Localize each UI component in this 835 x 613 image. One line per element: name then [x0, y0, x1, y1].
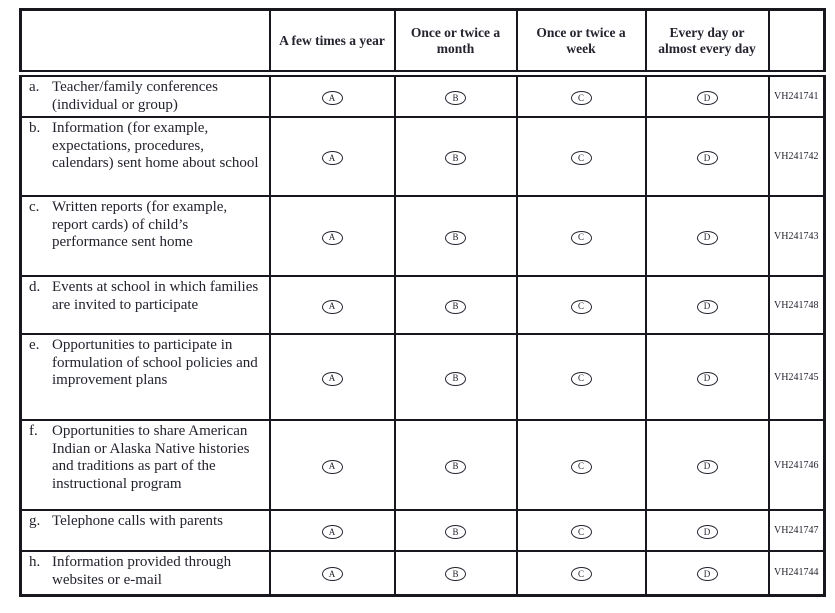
option-cell	[270, 117, 395, 196]
answer-bubble-c[interactable]: C	[571, 525, 592, 539]
table-row	[21, 334, 825, 420]
item-text: Information (for example, expectations, procedures, calendars) sent home about school	[52, 120, 259, 171]
item-text: Opportunities to share American Indian or Alaska Native histories and traditions as part of the instructional program	[52, 423, 250, 492]
option-cell	[517, 334, 646, 420]
answer-bubble-c[interactable]: C	[571, 300, 592, 314]
option-cell	[646, 117, 769, 196]
table-row	[21, 510, 825, 551]
answer-bubble-b[interactable]: B	[445, 567, 466, 581]
item-text: Opportunities to participate in formulation of school policies and improvement plans	[52, 337, 258, 388]
option-cell	[270, 196, 395, 276]
option-cell	[270, 420, 395, 510]
option-cell	[517, 74, 646, 118]
item-letter: f.	[29, 423, 38, 439]
option-cell	[270, 510, 395, 551]
answer-bubble-b[interactable]: B	[445, 372, 466, 386]
item-letter: a.	[29, 79, 40, 95]
option-cell	[270, 551, 395, 595]
answer-bubble-d[interactable]: D	[697, 231, 718, 245]
option-cell	[395, 74, 517, 118]
table-row	[21, 117, 825, 196]
answer-bubble-a[interactable]: A	[322, 525, 343, 539]
column-header-a-few-times-a-year: A few times a year	[270, 10, 395, 74]
item-cell	[21, 276, 270, 334]
answer-bubble-c[interactable]: C	[571, 91, 592, 105]
answer-bubble-d[interactable]: D	[697, 525, 718, 539]
option-cell	[395, 276, 517, 334]
answer-bubble-a[interactable]: A	[322, 91, 343, 105]
answer-bubble-c[interactable]: C	[571, 567, 592, 581]
option-cell	[395, 117, 517, 196]
item-code: VH241742	[769, 117, 825, 196]
item-letter: h.	[29, 554, 41, 570]
answer-bubble-c[interactable]: C	[571, 372, 592, 386]
answer-bubble-d[interactable]: D	[697, 300, 718, 314]
option-cell	[517, 276, 646, 334]
option-cell	[270, 74, 395, 118]
option-cell	[517, 196, 646, 276]
item-letter: g.	[29, 513, 41, 529]
answer-bubble-a[interactable]: A	[322, 372, 343, 386]
item-cell	[21, 117, 270, 196]
column-header-code	[769, 10, 825, 74]
option-cell	[646, 196, 769, 276]
answer-bubble-d[interactable]: D	[697, 460, 718, 474]
answer-bubble-d[interactable]: D	[697, 567, 718, 581]
answer-bubble-a[interactable]: A	[322, 300, 343, 314]
answer-bubble-a[interactable]: A	[322, 231, 343, 245]
option-cell	[517, 551, 646, 595]
item-code: VH241741	[769, 74, 825, 118]
option-cell	[646, 334, 769, 420]
column-header-every-day: Every day or almost every day	[646, 10, 769, 74]
corner-cell	[21, 10, 270, 74]
option-cell	[395, 196, 517, 276]
option-cell	[395, 551, 517, 595]
answer-bubble-b[interactable]: B	[445, 525, 466, 539]
option-cell	[270, 276, 395, 334]
item-letter: c.	[29, 199, 40, 215]
item-text: Events at school in which families are invited to participate	[52, 279, 259, 313]
item-cell	[21, 334, 270, 420]
answer-bubble-d[interactable]: D	[697, 151, 718, 165]
item-letter: b.	[29, 120, 41, 136]
answer-bubble-c[interactable]: C	[571, 231, 592, 245]
item-cell	[21, 510, 270, 551]
item-cell	[21, 420, 270, 510]
option-cell	[270, 334, 395, 420]
answer-bubble-b[interactable]: B	[445, 231, 466, 245]
item-text: Teacher/family conferences (individual or group)	[52, 79, 218, 113]
item-code: VH241746	[769, 420, 825, 510]
option-cell	[395, 510, 517, 551]
answer-bubble-a[interactable]: A	[322, 567, 343, 581]
item-cell	[21, 196, 270, 276]
option-cell	[517, 510, 646, 551]
item-text: Information provided through websites or e-mail	[52, 554, 232, 588]
option-cell	[646, 551, 769, 595]
item-text: Written reports (for example, report cards) of child’s performance sent home	[52, 199, 228, 250]
frequency-response-table	[19, 8, 826, 597]
option-cell	[395, 334, 517, 420]
option-cell	[395, 420, 517, 510]
item-cell	[21, 551, 270, 595]
option-cell	[646, 74, 769, 118]
item-letter: e.	[29, 337, 40, 353]
option-cell	[646, 276, 769, 334]
table-row	[21, 420, 825, 510]
item-code: VH241748	[769, 276, 825, 334]
item-code: VH241743	[769, 196, 825, 276]
column-header-once-or-twice-a-week: Once or twice a week	[517, 10, 646, 74]
answer-bubble-a[interactable]: A	[322, 151, 343, 165]
item-code: VH241745	[769, 334, 825, 420]
answer-bubble-d[interactable]: D	[697, 372, 718, 386]
table-row	[21, 551, 825, 595]
answer-bubble-c[interactable]: C	[571, 460, 592, 474]
item-letter: d.	[29, 279, 41, 295]
option-cell	[646, 510, 769, 551]
answer-bubble-b[interactable]: B	[445, 151, 466, 165]
item-code: VH241744	[769, 551, 825, 595]
option-cell	[646, 420, 769, 510]
answer-bubble-c[interactable]: C	[571, 151, 592, 165]
answer-bubble-b[interactable]: B	[445, 460, 466, 474]
item-text: Telephone calls with parents	[52, 513, 223, 529]
header-row	[21, 10, 825, 74]
table-row	[21, 196, 825, 276]
column-header-once-or-twice-a-month: Once or twice a month	[395, 10, 517, 74]
answer-bubble-a[interactable]: A	[322, 460, 343, 474]
option-cell	[517, 117, 646, 196]
table-row	[21, 276, 825, 334]
table-row	[21, 74, 825, 118]
item-code: VH241747	[769, 510, 825, 551]
answer-bubble-b[interactable]: B	[445, 300, 466, 314]
option-cell	[517, 420, 646, 510]
answer-bubble-d[interactable]: D	[697, 91, 718, 105]
answer-bubble-b[interactable]: B	[445, 91, 466, 105]
item-cell	[21, 74, 270, 118]
